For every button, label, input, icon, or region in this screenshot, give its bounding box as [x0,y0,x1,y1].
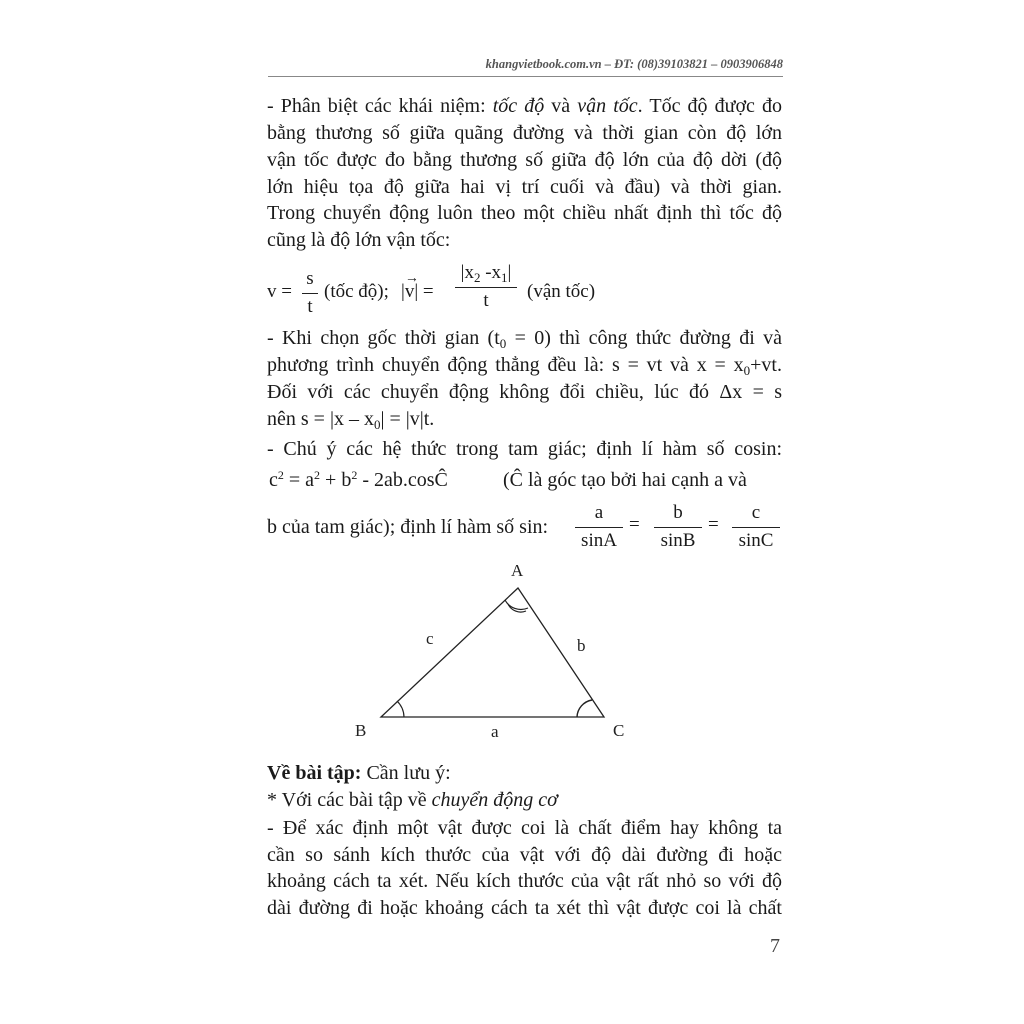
para1-line4: lớn hiệu tọa độ giữa hai vị trí cuối và đầu) và thời gian. [267,176,782,198]
para4-line2: * Với các bài tập về chuyển động cơ [267,789,558,811]
exercise-heading: Về bài tập: Cần lưu ý: [267,762,451,784]
fraction-displacement-over-t: $|x_2$ $-x_1|$ t [455,262,517,312]
fraction-b-over-sinB: b sinB [654,502,702,552]
para1-line3: vận tốc được đo bằng thương số giữa độ lớn của độ dời (độ [267,149,782,171]
fraction-c-over-sinC: c sinC [732,502,780,552]
cosine-note: (Ĉ là góc tạo bởi hai cạnh a và [503,469,747,491]
para4-line5: khoảng cách ta xét. Nếu kích thước của vật rất nhỏ so với độ [267,870,782,892]
para2-line4: nên $s = |x - x_0| = |v|t$. [267,408,435,432]
angle-arc-b [397,701,404,717]
side-label-a: a [491,722,499,741]
sine-law-intro: b của tam giác); định lí hàm số sin: [267,516,549,538]
equals-sign-2: = [708,514,719,535]
speed-label: (tốc độ); [324,281,389,302]
para1-line1: - Phân biệt các khái niệm: tốc độ và vận tốc. Tốc độ được đo [267,95,782,117]
para1-line6: cũng là độ lớn vận tốc: [267,229,451,251]
angle-arc-c [577,700,592,717]
para2-line2: phương trình chuyển động thẳng đều là: s = vt và $x = x_0+vt$. [267,354,782,378]
triangle-shape [381,588,604,717]
para4-line6: dài đường đi hoặc khoảng cách ta xét thì vật được coi là chất [267,897,782,919]
para1-line2: bằng thương số giữa quãng đường và thời gian còn độ lớn [267,122,782,144]
cosine-law: $c^2 = a^2 + b^2$ - 2ab.cosĈ [269,468,448,491]
angle-arc-a-inner [508,604,526,612]
velocity-abs: | → v| = [401,271,434,302]
equals-sign-1: = [629,514,640,535]
side-label-c: c [426,629,434,648]
vertex-label-c: C [613,721,625,740]
fraction-a-over-sinA: a sinA [575,502,623,552]
para4-line4: cần so sánh kích thước của vật với độ dài đường đi hoặc [267,844,782,866]
para2-line1: - Khi chọn gốc thời gian $(t_0 = 0)$ thì công thức đường đi và [267,327,782,351]
velocity-label: (vận tốc) [527,281,596,302]
side-label-b: b [577,636,586,655]
para4-line3: - Để xác định một vật được coi là chất điểm hay không ta [267,817,782,839]
formula-v-eq: v = [267,281,292,302]
fraction-s-over-t: s t [302,268,318,318]
vertex-label-b: B [355,721,367,740]
para3-line1: - Chú ý các hệ thức trong tam giác; định lí hàm số cosin: [267,438,782,460]
para2-line3: Đối với các chuyển động không đổi chiều, lúc đó Δx = s [267,381,782,403]
vertex-label-a: A [511,561,524,580]
page-header: khangvietbook.com.vn – ĐT: (08)39103821 – 0903906848 [485,57,783,71]
para1-line5: Trong chuyển động luôn theo một chiều nhất định thì tốc độ [267,202,782,224]
page-number: 7 [770,935,780,957]
